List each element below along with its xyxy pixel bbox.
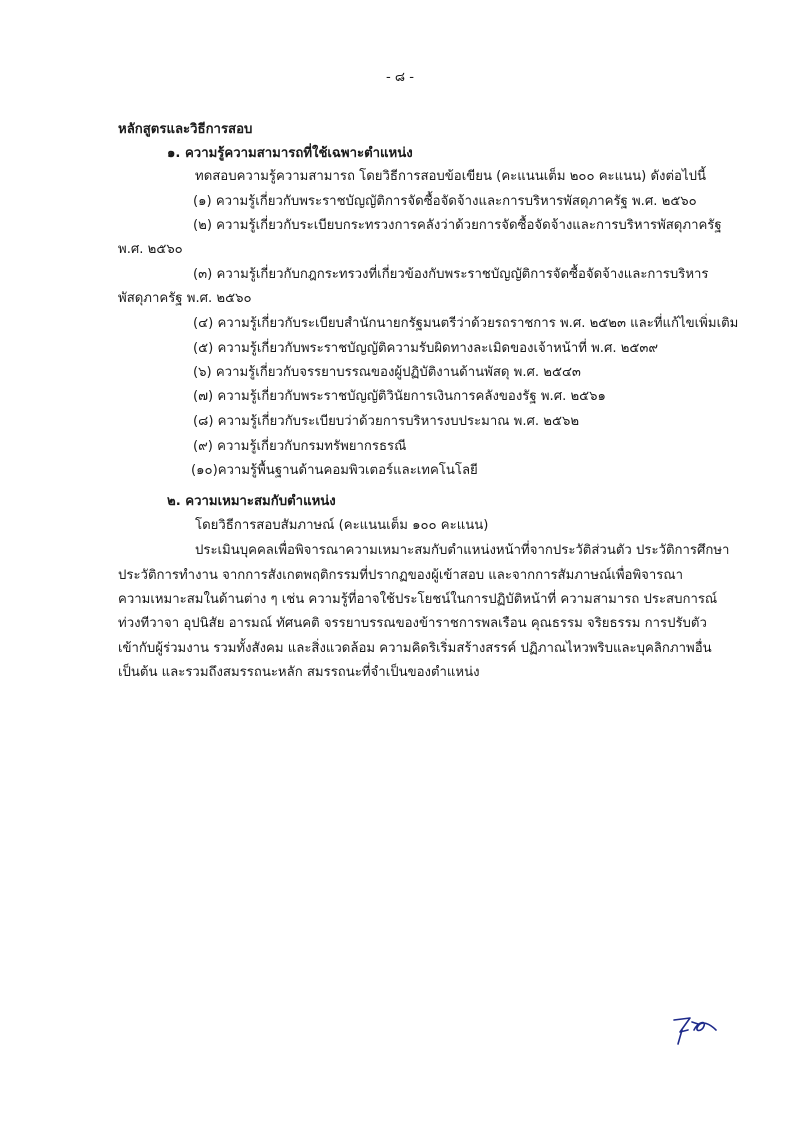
list-item: (๗) ความรู้เกี่ยวกับพระราชบัญญัติวินัยการเงินการคลังของรัฐ พ.ศ. ๒๕๖๑ — [193, 389, 606, 404]
heading: หลักสูตรและวิธีการสอบ — [118, 122, 253, 137]
list-item: (๖) ความรู้เกี่ยวกับจรรยาบรรณของผู้ปฏิบัติงานด้านพัสดุ พ.ศ. ๒๕๔๓ — [193, 365, 581, 380]
list-item: (๑) ความรู้เกี่ยวกับพระราชบัญญัติการจัดซื้อจัดจ้างและการบริหารพัสดุภาครัฐ พ.ศ. ๒๕๖๐ — [193, 194, 697, 209]
paragraph-line: เป็นต้น และรวมถึงสมรรถนะหลัก สมรรถนะที่จำเป็นของตำแหน่ง — [118, 665, 480, 680]
page-number: - ๘ - — [385, 70, 415, 85]
list-item: (๙) ความรู้เกี่ยวกับกรมทรัพยากรธรณี — [193, 439, 407, 454]
section2-intro: โดยวิธีการสอบสัมภาษณ์ (คะแนนเต็ม ๑๐๐ คะแนน) — [195, 518, 489, 533]
section1-intro: ทดสอบความรู้ความสามารถ โดยวิธีการสอบข้อเขียน (คะแนนเต็ม ๒๐๐ คะแนน) ดังต่อไปนี้ — [195, 169, 706, 184]
section1-title: ๑. ความรู้ความสามารถที่ใช้เฉพาะตำแหน่ง — [167, 146, 413, 161]
list-item: (๒) ความรู้เกี่ยวกับระเบียบกระทรวงการคลังว่าด้วยการจัดซื้อจัดจ้างและการบริหารพัสดุภาครัฐ — [193, 218, 722, 233]
paragraph-line: เข้ากับผู้ร่วมงาน รวมทั้งสังคม และสิ่งแวดล้อม ความคิดริเริ่มสร้างสรรค์ ปฏิภาณไหวพริบและบุคลิกภาพอื่น — [118, 641, 712, 656]
paragraph-line: ความเหมาะสมในด้านต่าง ๆ เช่น ความรู้ที่อาจใช้ประโยชน์ในการปฏิบัติหน้าที่ ความสามารถ ประสบการณ์ — [118, 592, 718, 607]
list-item-continuation: พัสดุภาครัฐ พ.ศ. ๒๕๖๐ — [118, 291, 252, 306]
paragraph-line: ท่วงทีวาจา อุปนิสัย อารมณ์ ทัศนคติ จรรยาบรรณของข้าราชการพลเรือน คุณธรรม จริยธรรม การปรับตัว — [118, 616, 707, 631]
section2-title: ๒. ความเหมาะสมกับตำแหน่ง — [167, 494, 336, 509]
paragraph-line: ประเมินบุคคลเพื่อพิจารณาความเหมาะสมกับตำแหน่งหน้าที่จากประวัติส่วนตัว ประวัติการศึกษา — [195, 543, 730, 558]
list-item: (๑๐)ความรู้พื้นฐานด้านคอมพิวเตอร์และเทคโนโลยี — [191, 463, 478, 478]
list-item: (๘) ความรู้เกี่ยวกับระเบียบว่าด้วยการบริหารงบประมาณ พ.ศ. ๒๕๖๒ — [193, 414, 580, 429]
list-item: (๕) ความรู้เกี่ยวกับพระราชบัญญัติความรับผิดทางละเมิดของเจ้าหน้าที่ พ.ศ. ๒๕๓๙ — [193, 341, 659, 356]
signature-mark — [668, 1010, 728, 1050]
list-item: (๔) ความรู้เกี่ยวกับระเบียบสำนักนายกรัฐมนตรีว่าด้วยรถราชการ พ.ศ. ๒๕๒๓ และที่แก้ไขเพิ่มเติม — [193, 316, 739, 331]
list-item: (๓) ความรู้เกี่ยวกับกฎกระทรวงที่เกี่ยวข้องกับพระราชบัญญัติการจัดซื้อจัดจ้างและการบริหาร — [193, 267, 709, 282]
list-item-continuation: พ.ศ. ๒๕๖๐ — [118, 242, 183, 257]
paragraph-line: ประวัติการทำงาน จากการสังเกตพฤติกรรมที่ปรากฏของผู้เข้าสอบ และจากการสัมภาษณ์เพื่อพิจารณา — [118, 568, 683, 583]
